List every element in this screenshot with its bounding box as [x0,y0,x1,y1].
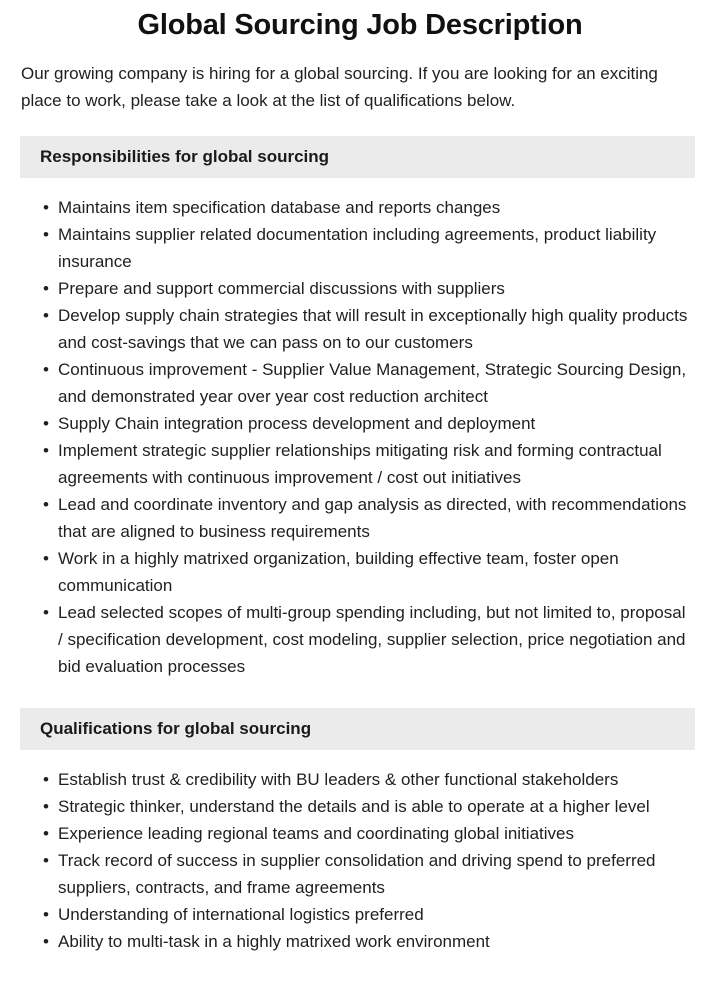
intro-paragraph: Our growing company is hiring for a global sourcing. If you are looking for an exciting place to work, please take a look at the list of qualifications below. [21,64,658,110]
list-item: • Lead and coordinate inventory and gap analysis as directed, with recommendations that are aligned to business requirements [58,491,694,545]
section-qualifications [0,708,720,955]
list-item: • Work in a highly matrixed organization, building effective team, foster open communication [58,545,694,599]
list-item: • Maintains supplier related documentation including agreements, product liability insurance [58,221,694,275]
list-item: • Prepare and support commercial discussions with suppliers [58,275,694,302]
page-title: Global Sourcing Job Description [137,9,583,41]
list-item: • Implement strategic supplier relationships mitigating risk and forming contractual agreements with continuous improvement / cost out initiatives [58,437,694,491]
section-header-qualifications [20,708,695,750]
list-item: • Ability to multi-task in a highly matrixed work environment [58,928,694,955]
list-item: • Understanding of international logistics preferred [58,901,694,928]
section-heading-label: Qualifications for global sourcing [40,719,312,738]
section-header-responsibilities [20,136,695,178]
list-item: • Lead selected scopes of multi-group spending including, but not limited to, proposal / specification development, cost modeling, supplier selection, price negotiation and bid evaluation processes [58,599,694,680]
list-item: • Establish trust & credibility with BU leaders & other functional stakeholders [58,766,694,793]
section-heading-label: Responsibilities for global sourcing [40,147,330,166]
list-item: • Strategic thinker, understand the details and is able to operate at a higher level [58,793,694,820]
page-bottom-spacer [0,955,720,977]
list-item: • Continuous improvement - Supplier Value Management, Strategic Sourcing Design, and demonstrated year over year cost reduction architect [58,356,694,410]
list-item: • Track record of success in supplier consolidation and driving spend to preferred suppliers, contracts, and frame agreements [58,847,694,901]
list-item: • Develop supply chain strategies that will result in exceptionally high quality products and cost-savings that we can pass on to our customers [58,302,694,356]
section-responsibilities [0,136,720,680]
list-item: • Maintains item specification database and reports changes [58,194,694,221]
qualifications-list [0,766,720,955]
responsibilities-list [0,194,720,680]
list-item: • Experience leading regional teams and coordinating global initiatives [58,820,694,847]
list-item: • Supply Chain integration process development and deployment [58,410,694,437]
